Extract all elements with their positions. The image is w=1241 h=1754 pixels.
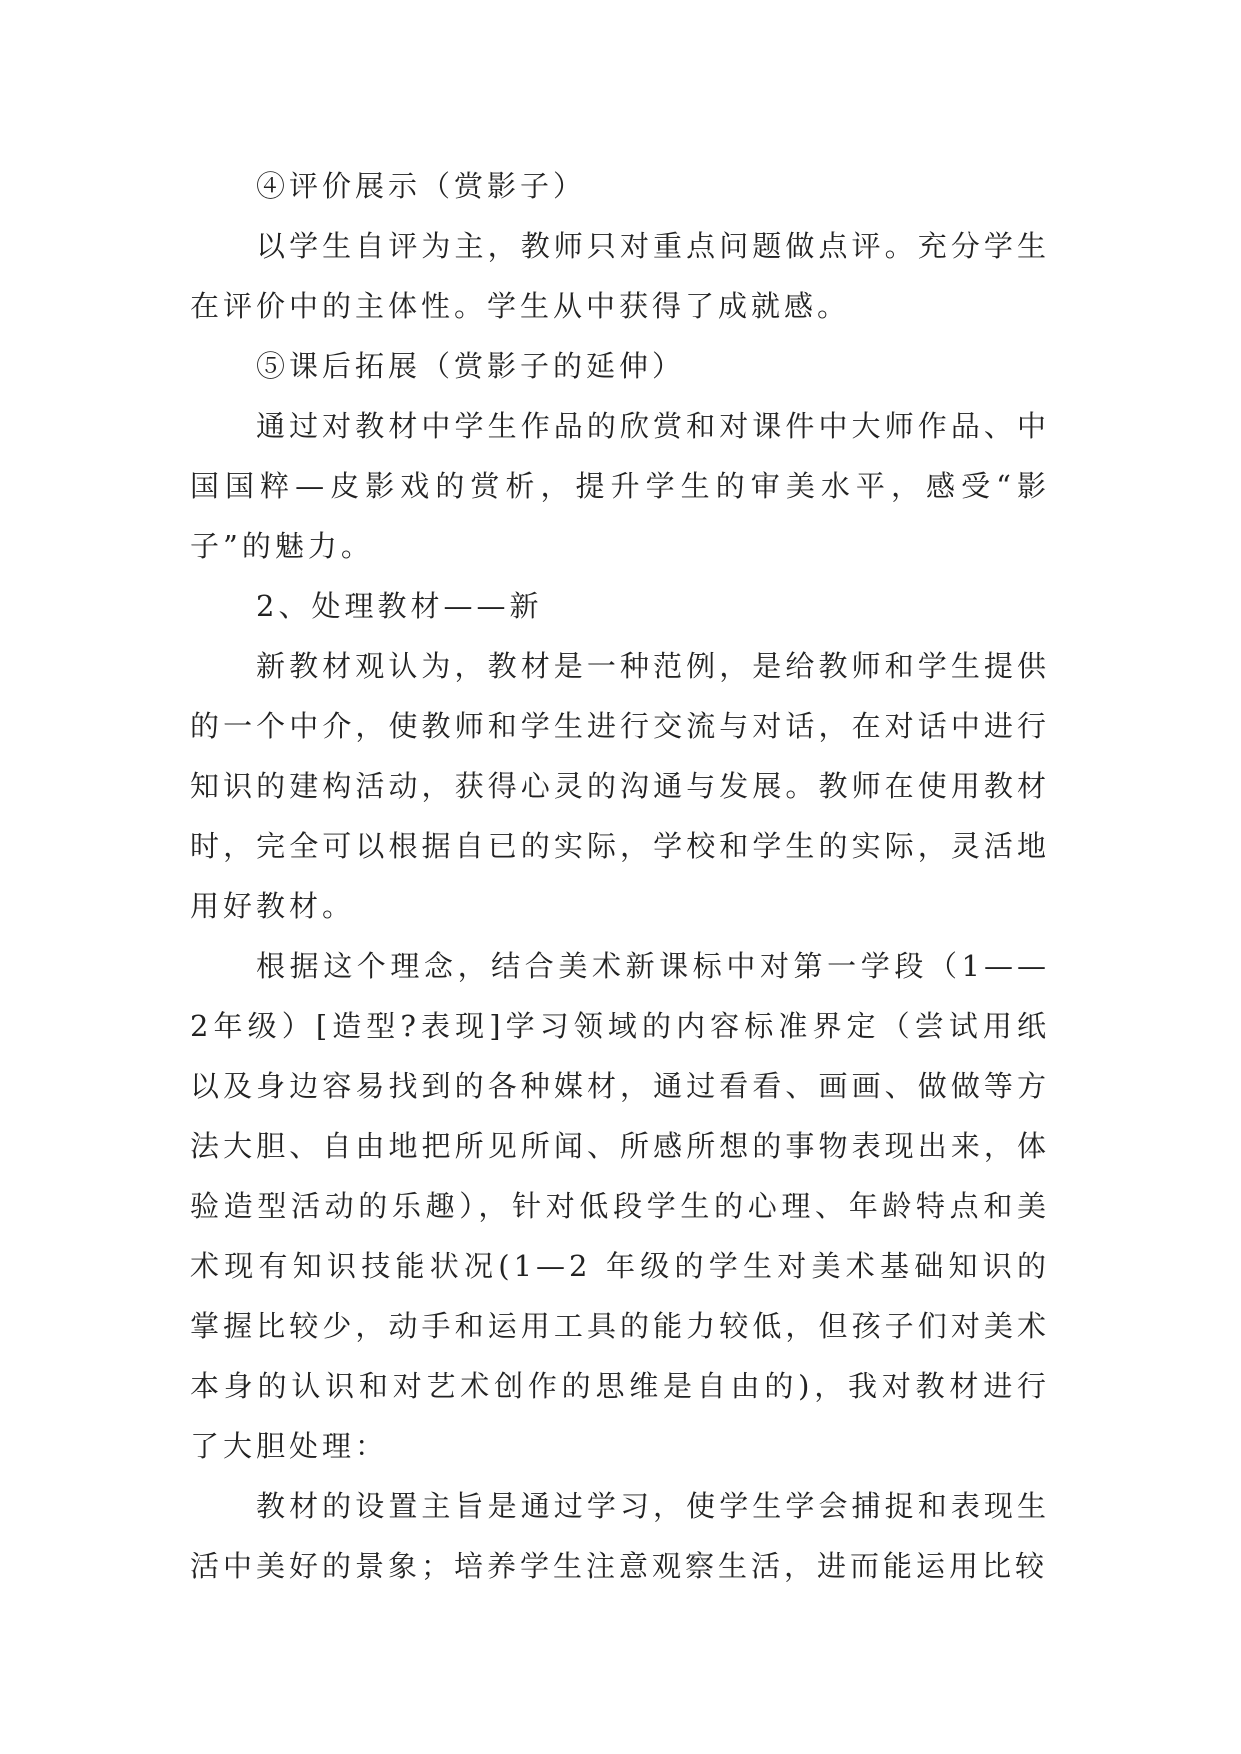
section-heading-textbook: 2、处理教材——新 [256, 589, 543, 623]
section-heading-extension: ⑤课后拓展（赏影子的延伸） [256, 349, 686, 383]
section-heading-evaluation: ④评价展示（赏影子） [256, 169, 587, 203]
document-body [190, 156, 1050, 1596]
paragraph-textbook-view: 新教材观认为，教材是一种范例，是给教师和学生提供的一个中介，使教师和学生进行交流与对话，在对话中进行知识的建构活动，获得心灵的沟通与发展。教师在使用教材时，完全可以根据自已的实际，学校和学生的实际，灵活地用好教材。 [190, 649, 1050, 923]
paragraph-extension: 通过对教材中学生作品的欣赏和对课件中大师作品、中国国粹—皮影戏的赏析，提升学生的审美水平，感受“影子”的魅力。 [190, 409, 1050, 563]
paragraph-evaluation: 以学生自评为主，教师只对重点问题做点评。充分学生在评价中的主体性。学生从中获得了成就感。 [190, 229, 1050, 323]
paragraph-purpose: 教材的设置主旨是通过学习，使学生学会捕捉和表现生活中美好的景象；培养学生注意观察生活，进而能运用比较 [190, 1489, 1050, 1583]
paragraph-curriculum: 根据这个理念，结合美术新课标中对第一学段（1——2年级）[造型?表现]学习领域的内容标准界定（尝试用纸以及身边容易找到的各种媒材，通过看看、画画、做做等方法大胆、自由地把所见所闻、所感所想的事物表现出来，体验造型活动的乐趣），针对低段学生的心理、年龄特点和美术现有知识技能状况(1—2 年级的学生对美术基础知识的掌握比较少，动手和运用工具的能力较低，但孩子们对美术本身的认识和对艺术创作的思维是自由的)，我对教材进行了大胆处理： [190, 949, 1050, 1463]
